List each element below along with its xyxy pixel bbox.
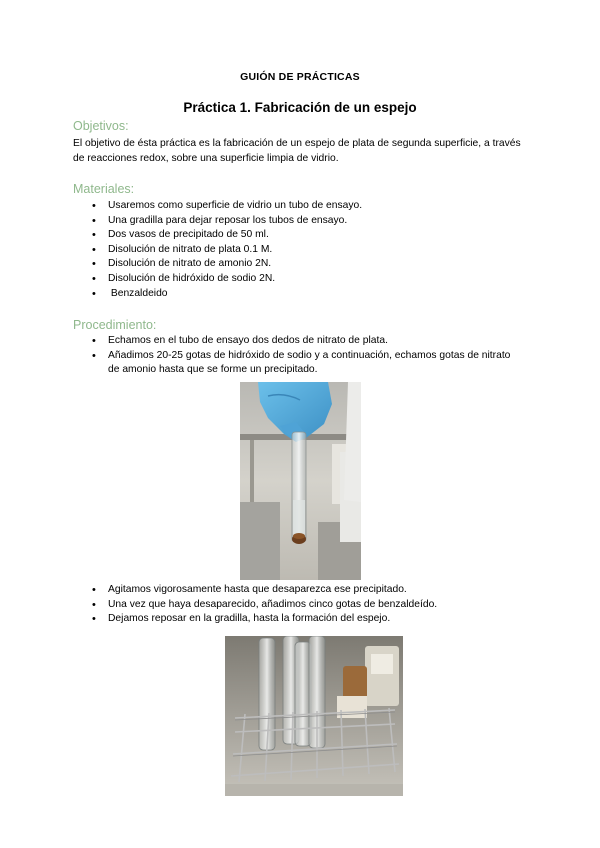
list-item: • Una vez que haya desaparecido, añadimos cinco gotas de benzaldeído. xyxy=(92,598,522,613)
objectives-text: El objetivo de ésta práctica es la fabricación de un espejo de plata de segunda superficie, a través de reacciones redox, sobre una superficie limpia de vidrio. xyxy=(73,138,521,164)
document-header: GUIÓN DE PRÁCTICAS xyxy=(240,71,360,83)
practice-title: Práctica 1. Fabricación de un espejo xyxy=(183,100,417,115)
test-tube-photo xyxy=(240,382,361,580)
list-item: • Disolución de nitrato de amonio 2N. xyxy=(92,257,522,272)
materials-list xyxy=(92,199,522,301)
objectives-heading: Objetivos: xyxy=(73,119,129,133)
list-item: • Dos vasos de precipitado de 50 ml. xyxy=(92,228,522,243)
procedure-heading: Procedimiento: xyxy=(73,318,157,332)
list-item: • Añadimos 20-25 gotas de hidróxido de sodio y a continuación, echamos gotas de nitrato de amonio hasta que se forme un precipitado. xyxy=(92,349,522,378)
procedure-list-2 xyxy=(92,583,522,627)
list-item: • Benzaldeido xyxy=(92,287,522,302)
list-item: • Echamos en el tubo de ensayo dos dedos de nitrato de plata. xyxy=(92,334,522,349)
list-item: • Agitamos vigorosamente hasta que desaparezca ese precipitado. xyxy=(92,583,522,598)
procedure-list-1 xyxy=(92,334,522,378)
list-item: • Disolución de hidróxido de sodio 2N. xyxy=(92,272,522,287)
materials-heading: Materiales: xyxy=(73,182,135,196)
list-item: • Usaremos como superficie de vidrio un tubo de ensayo. xyxy=(92,199,522,214)
list-item: • Una gradilla para dejar reposar los tubos de ensayo. xyxy=(92,214,522,229)
test-tube-rack-photo xyxy=(225,636,403,796)
list-item: • Dejamos reposar en la gradilla, hasta la formación del espejo. xyxy=(92,612,522,627)
list-item: • Disolución de nitrato de plata 0.1 M. xyxy=(92,243,522,258)
